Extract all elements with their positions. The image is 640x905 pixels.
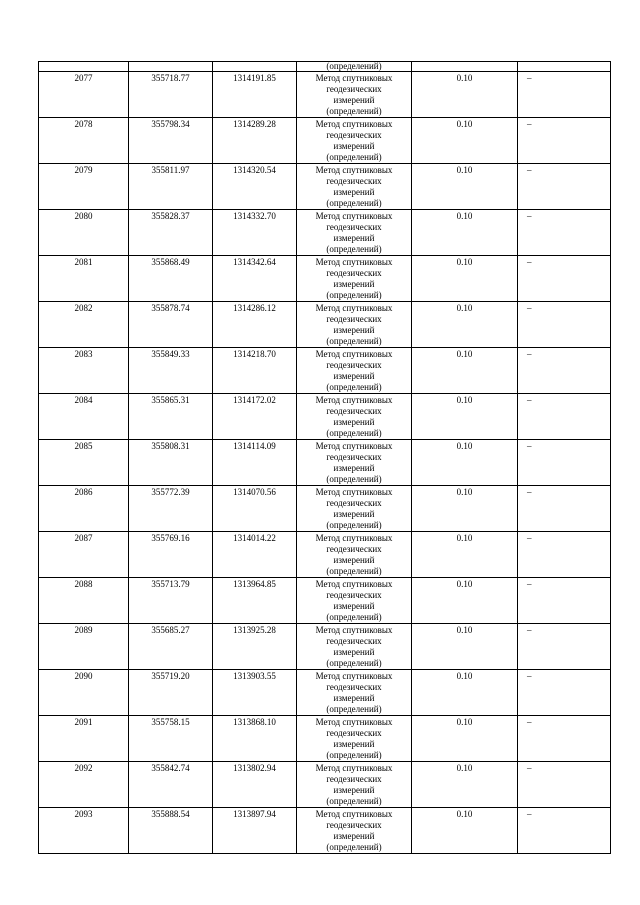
- method-line: геодезических: [326, 452, 382, 462]
- table-row: [39, 624, 611, 670]
- method-line: (определений): [326, 520, 382, 530]
- method-line: Метод спутниковых: [315, 533, 393, 543]
- table-row: [39, 532, 611, 578]
- cell-point: 2078: [39, 118, 129, 164]
- method-line: измерений: [333, 785, 375, 795]
- method-line: измерений: [333, 601, 375, 611]
- cell-point: 2093: [39, 808, 129, 854]
- cell-method: [297, 440, 412, 486]
- method-line: Метод спутниковых: [315, 349, 393, 359]
- cell-x: 355798.34: [129, 118, 213, 164]
- table-row: [39, 302, 611, 348]
- cell-method: [297, 164, 412, 210]
- method-line: геодезических: [326, 544, 382, 554]
- cell-point: 2090: [39, 670, 129, 716]
- cell-point: 2089: [39, 624, 129, 670]
- cell-x: 355718.77: [129, 72, 213, 118]
- method-line: измерений: [333, 371, 375, 381]
- method-line: геодезических: [326, 84, 382, 94]
- method-line: геодезических: [326, 268, 382, 278]
- cell-x: 355849.33: [129, 348, 213, 394]
- method-line: (определений): [326, 750, 382, 760]
- cell-note: –: [518, 72, 611, 118]
- table-row: [39, 762, 611, 808]
- method-line: измерений: [333, 831, 375, 841]
- cell-method: [297, 670, 412, 716]
- cell-method: [297, 624, 412, 670]
- cell-point: 2080: [39, 210, 129, 256]
- method-line: измерений: [333, 463, 375, 473]
- method-line: геодезических: [326, 406, 382, 416]
- cell-accuracy: 0.10: [412, 578, 518, 624]
- cell-accuracy: 0.10: [412, 716, 518, 762]
- continuation-row: [39, 62, 611, 72]
- cell-note: –: [518, 210, 611, 256]
- cell-method: [297, 808, 412, 854]
- cell-y: 1314320.54: [213, 164, 297, 210]
- cell-x: 355868.49: [129, 256, 213, 302]
- cell-y: [213, 62, 297, 72]
- cell-y: 1314218.70: [213, 348, 297, 394]
- cell-note: –: [518, 670, 611, 716]
- cell-accuracy: 0.10: [412, 210, 518, 256]
- cell-x: 355758.15: [129, 716, 213, 762]
- method-line: (определений): [326, 842, 382, 852]
- cell-note: –: [518, 440, 611, 486]
- cell-point: 2083: [39, 348, 129, 394]
- cell-note: –: [518, 256, 611, 302]
- cell-accuracy: 0.10: [412, 808, 518, 854]
- method-line: Метод спутниковых: [315, 809, 393, 819]
- cell-accuracy: 0.10: [412, 118, 518, 164]
- cell-point: 2092: [39, 762, 129, 808]
- cell-x: [129, 62, 213, 72]
- method-line: Метод спутниковых: [315, 395, 393, 405]
- method-line: Метод спутниковых: [315, 671, 393, 681]
- cell-y: 1314070.56: [213, 486, 297, 532]
- cell-point: 2082: [39, 302, 129, 348]
- method-line: измерений: [333, 417, 375, 427]
- cell-y: 1314342.64: [213, 256, 297, 302]
- method-line: измерений: [333, 739, 375, 749]
- method-line: (определений): [326, 244, 382, 254]
- cell-point: 2087: [39, 532, 129, 578]
- cell-method: [297, 210, 412, 256]
- method-line: геодезических: [326, 636, 382, 646]
- cell-method: [297, 118, 412, 164]
- method-line: геодезических: [326, 820, 382, 830]
- cell-x: 355713.79: [129, 578, 213, 624]
- method-line: геодезических: [326, 314, 382, 324]
- cell-y: 1314114.09: [213, 440, 297, 486]
- method-line: (определений): [326, 474, 382, 484]
- method-line: измерений: [333, 647, 375, 657]
- cell-accuracy: 0.10: [412, 394, 518, 440]
- method-line: Метод спутниковых: [315, 487, 393, 497]
- method-line: Метод спутниковых: [315, 579, 393, 589]
- table-row: [39, 256, 611, 302]
- method-line: Метод спутниковых: [315, 165, 393, 175]
- cell-point: 2079: [39, 164, 129, 210]
- method-line: Метод спутниковых: [315, 73, 393, 83]
- cell-y: 1314286.12: [213, 302, 297, 348]
- cell-accuracy: 0.10: [412, 440, 518, 486]
- cell-x: 355719.20: [129, 670, 213, 716]
- cell-method: [297, 578, 412, 624]
- cell-note: –: [518, 624, 611, 670]
- method-line: измерений: [333, 95, 375, 105]
- cell-point: 2088: [39, 578, 129, 624]
- cell-method: [297, 762, 412, 808]
- cell-method: [297, 716, 412, 762]
- coordinates-table: [38, 61, 611, 854]
- table-row: [39, 578, 611, 624]
- cell-y: 1314191.85: [213, 72, 297, 118]
- cell-method: [297, 72, 412, 118]
- cell-point: 2086: [39, 486, 129, 532]
- cell-note: –: [518, 164, 611, 210]
- cell-method: [297, 394, 412, 440]
- table-row: [39, 348, 611, 394]
- cell-method: (определений): [297, 62, 412, 72]
- cell-note: –: [518, 578, 611, 624]
- cell-point: 2091: [39, 716, 129, 762]
- cell-x: 355865.31: [129, 394, 213, 440]
- method-line: Метод спутниковых: [315, 625, 393, 635]
- method-line: измерений: [333, 187, 375, 197]
- cell-y: 1313868.10: [213, 716, 297, 762]
- cell-accuracy: 0.10: [412, 256, 518, 302]
- table-row: [39, 486, 611, 532]
- cell-x: 355769.16: [129, 532, 213, 578]
- method-line: геодезических: [326, 590, 382, 600]
- method-line: геодезических: [326, 682, 382, 692]
- method-line: геодезических: [326, 130, 382, 140]
- cell-method: [297, 348, 412, 394]
- cell-note: –: [518, 348, 611, 394]
- table-row: [39, 164, 611, 210]
- cell-y: 1314332.70: [213, 210, 297, 256]
- cell-x: 355878.74: [129, 302, 213, 348]
- cell-x: 355772.39: [129, 486, 213, 532]
- table-row: [39, 716, 611, 762]
- method-line: (определений): [326, 290, 382, 300]
- method-line: (определений): [326, 198, 382, 208]
- cell-accuracy: 0.10: [412, 72, 518, 118]
- method-line: геодезических: [326, 360, 382, 370]
- table-row: [39, 670, 611, 716]
- method-line: (определений): [326, 704, 382, 714]
- cell-accuracy: 0.10: [412, 164, 518, 210]
- method-line: геодезических: [326, 222, 382, 232]
- cell-accuracy: 0.10: [412, 670, 518, 716]
- method-line: измерений: [333, 509, 375, 519]
- cell-note: –: [518, 394, 611, 440]
- method-line: Метод спутниковых: [315, 303, 393, 313]
- cell-y: 1313925.28: [213, 624, 297, 670]
- cell-point: 2085: [39, 440, 129, 486]
- coordinates-table-body: [39, 62, 611, 854]
- method-line: измерений: [333, 555, 375, 565]
- method-line: геодезических: [326, 498, 382, 508]
- method-line: (определений): [326, 106, 382, 116]
- method-line: (определений): [326, 336, 382, 346]
- cell-accuracy: [412, 62, 518, 72]
- cell-note: –: [518, 532, 611, 578]
- cell-x: 355685.27: [129, 624, 213, 670]
- cell-point: [39, 62, 129, 72]
- method-line: Метод спутниковых: [315, 717, 393, 727]
- table-row: [39, 210, 611, 256]
- cell-y: 1314289.28: [213, 118, 297, 164]
- cell-y: 1314014.22: [213, 532, 297, 578]
- method-line: геодезических: [326, 774, 382, 784]
- cell-x: 355808.31: [129, 440, 213, 486]
- method-line: (определений): [326, 612, 382, 622]
- cell-accuracy: 0.10: [412, 302, 518, 348]
- table-row: [39, 72, 611, 118]
- cell-y: 1313897.94: [213, 808, 297, 854]
- cell-accuracy: 0.10: [412, 348, 518, 394]
- method-line: геодезических: [326, 728, 382, 738]
- method-line: (определений): [326, 796, 382, 806]
- cell-point: 2077: [39, 72, 129, 118]
- cell-note: –: [518, 486, 611, 532]
- method-line: Метод спутниковых: [315, 763, 393, 773]
- cell-note: –: [518, 808, 611, 854]
- method-line: измерений: [333, 141, 375, 151]
- table-row: [39, 440, 611, 486]
- method-line: Метод спутниковых: [315, 211, 393, 221]
- cell-method: [297, 532, 412, 578]
- method-line: измерений: [333, 325, 375, 335]
- cell-x: 355842.74: [129, 762, 213, 808]
- method-line: (определений): [326, 382, 382, 392]
- cell-y: 1313964.85: [213, 578, 297, 624]
- cell-note: –: [518, 762, 611, 808]
- cell-point: 2081: [39, 256, 129, 302]
- cell-accuracy: 0.10: [412, 532, 518, 578]
- cell-note: –: [518, 716, 611, 762]
- cell-x: 355888.54: [129, 808, 213, 854]
- cell-note: [518, 62, 611, 72]
- cell-note: –: [518, 118, 611, 164]
- method-line: Метод спутниковых: [315, 441, 393, 451]
- method-line: (определений): [326, 428, 382, 438]
- cell-x: 355811.97: [129, 164, 213, 210]
- method-line: (определений): [326, 566, 382, 576]
- method-line: Метод спутниковых: [315, 119, 393, 129]
- cell-y: 1313802.94: [213, 762, 297, 808]
- table-row: [39, 394, 611, 440]
- cell-point: 2084: [39, 394, 129, 440]
- method-line: измерений: [333, 279, 375, 289]
- cell-method: [297, 486, 412, 532]
- method-line: измерений: [333, 693, 375, 703]
- cell-y: 1313903.55: [213, 670, 297, 716]
- cell-accuracy: 0.10: [412, 624, 518, 670]
- cell-method: [297, 302, 412, 348]
- method-line: измерений: [333, 233, 375, 243]
- table-row: [39, 118, 611, 164]
- cell-y: 1314172.02: [213, 394, 297, 440]
- method-line: Метод спутниковых: [315, 257, 393, 267]
- cell-accuracy: 0.10: [412, 762, 518, 808]
- cell-method: [297, 256, 412, 302]
- method-line: (определений): [326, 658, 382, 668]
- method-line: геодезических: [326, 176, 382, 186]
- cell-accuracy: 0.10: [412, 486, 518, 532]
- cell-note: –: [518, 302, 611, 348]
- table-row: [39, 808, 611, 854]
- cell-x: 355828.37: [129, 210, 213, 256]
- method-line: (определений): [326, 152, 382, 162]
